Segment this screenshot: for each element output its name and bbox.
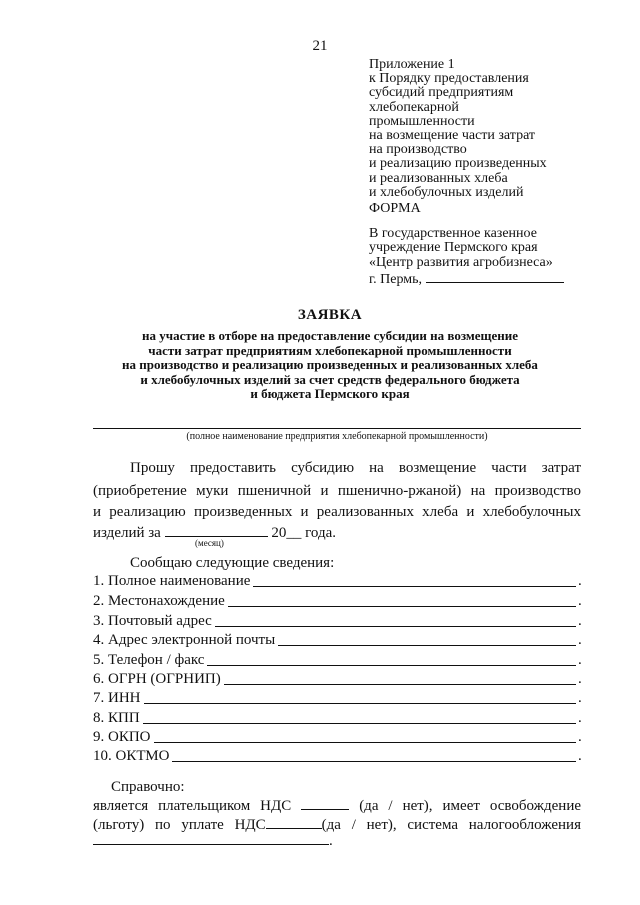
reference-line-3 <box>93 832 581 850</box>
reference-line-end: . <box>329 833 333 849</box>
field-label: 2. Местонахождение <box>93 593 225 609</box>
request-year: 20__ года. <box>271 525 336 541</box>
vat-payer-blank[interactable] <box>301 797 349 810</box>
field-kpp <box>93 710 583 727</box>
field-end: . <box>578 710 582 726</box>
reference-line-1 <box>93 797 581 815</box>
field-blank[interactable] <box>278 644 576 646</box>
field-label: 7. ИНН <box>93 690 141 706</box>
appendix-line: и реализацию произведенных <box>369 156 547 172</box>
field-blank[interactable] <box>144 702 577 704</box>
form-label: ФОРМА <box>369 201 421 216</box>
reference-vat-exemption-label: (льготу) по уплате НДС <box>93 817 266 833</box>
appendix-line: к Порядку предоставления <box>369 71 529 87</box>
vat-exemption-blank[interactable] <box>266 816 322 829</box>
request-line-1: Прошу предоставить субсидию на возмещение части затрат <box>130 460 581 476</box>
field-end: . <box>578 573 582 589</box>
field-end: . <box>578 652 582 668</box>
field-label: 1. Полное наименование <box>93 573 251 589</box>
subtitle-line: на производство и реализацию произведенных и реализованных хлеба <box>122 357 538 373</box>
info-intro: Сообщаю следующие сведения: <box>130 555 335 571</box>
field-end: . <box>578 632 582 648</box>
document-subtitle <box>80 329 580 402</box>
addressee-city-line <box>369 270 564 287</box>
request-line-4 <box>93 524 581 542</box>
field-blank[interactable] <box>228 605 576 607</box>
appendix-line: субсидий предприятиям <box>369 85 514 101</box>
appendix-line: и реализованных хлеба <box>369 170 508 186</box>
appendix-header <box>369 58 634 200</box>
subtitle-line: части затрат предприятиям хлебопекарной промышленности <box>148 342 512 358</box>
field-inn <box>93 690 583 707</box>
field-postal-address <box>93 613 583 630</box>
field-email <box>93 632 583 649</box>
appendix-line: хлебопекарной <box>369 99 459 115</box>
field-location <box>93 593 583 610</box>
field-ogrn <box>93 671 583 688</box>
subtitle-line: и хлебобулочных изделий за счет средств федерального бюджета <box>140 371 520 387</box>
reference-heading: Справочно: <box>111 779 185 795</box>
field-end: . <box>578 593 582 609</box>
organization-name-blank[interactable] <box>93 428 581 429</box>
request-line-3: и реализацию произведенных и реализованных хлеба и хлебобулочных <box>93 504 581 520</box>
addressee-line: учреждение Пермского края <box>369 240 538 256</box>
reference-exemption-label: (да / нет), имеет освобождение <box>359 798 582 814</box>
field-blank[interactable] <box>143 722 576 724</box>
city-blank[interactable] <box>426 270 564 283</box>
appendix-line: промышленности <box>369 113 475 129</box>
field-full-name <box>93 573 583 590</box>
addressee-city: г. Пермь, <box>369 271 423 287</box>
request-line-2: (приобретение муки пшеничной и пшенично-ржаной) на производство <box>93 483 581 499</box>
appendix-line: и хлебобулочных изделий <box>369 184 524 200</box>
reference-tax-system-label: (да / нет), система налогообложения <box>321 817 581 833</box>
addressee-line: В государственное казенное <box>369 226 537 241</box>
field-label: 8. КПП <box>93 710 140 726</box>
appendix-line: на производство <box>369 142 467 158</box>
field-end: . <box>578 671 582 687</box>
field-blank[interactable] <box>172 760 576 762</box>
month-caption: (месяц) <box>195 538 224 548</box>
field-okpo <box>93 729 583 746</box>
field-label: 6. ОГРН (ОГРНИП) <box>93 671 221 687</box>
reference-vat-payer-label: является плательщиком НДС <box>93 798 292 814</box>
page-number: 21 <box>312 38 328 54</box>
appendix-line: Приложение 1 <box>369 57 455 72</box>
field-label: 3. Почтовый адрес <box>93 613 212 629</box>
document-title: ЗАЯВКА <box>297 307 363 323</box>
appendix-line: на возмещение части затрат <box>369 128 536 144</box>
field-end: . <box>578 690 582 706</box>
field-blank[interactable] <box>224 683 576 685</box>
field-blank[interactable] <box>215 625 576 627</box>
field-label: 4. Адрес электронной почты <box>93 632 276 648</box>
field-blank[interactable] <box>207 664 576 666</box>
field-end: . <box>578 748 582 764</box>
field-oktmo <box>93 748 583 765</box>
month-blank[interactable] <box>165 524 268 537</box>
field-blank[interactable] <box>253 585 576 587</box>
addressee-block <box>369 227 564 287</box>
subtitle-line: на участие в отборе на предоставление субсидии на возмещение <box>142 328 518 343</box>
field-phone-fax <box>93 652 583 669</box>
field-blank[interactable] <box>154 741 576 743</box>
tax-system-blank[interactable] <box>93 832 329 845</box>
field-label: 9. ОКПО <box>93 729 151 745</box>
addressee-line: «Центр развития агробизнеса» <box>369 254 553 270</box>
organization-name-caption: (полное наименование предприятия хлебопекарной промышленности) <box>186 431 488 442</box>
field-label: 10. ОКТМО <box>93 748 170 764</box>
field-end: . <box>578 613 582 629</box>
field-label: 5. Телефон / факс <box>93 652 205 668</box>
field-end: . <box>578 729 582 745</box>
request-period-prefix: изделий за <box>93 525 161 541</box>
subtitle-line: и бюджета Пермского края <box>250 386 410 402</box>
